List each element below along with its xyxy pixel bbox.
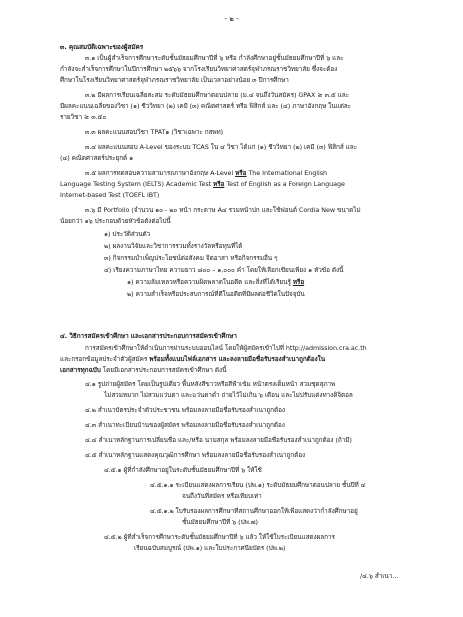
item-3-4-line-2: (๔) คณิตศาสตร์ประยุกต์ ๑ <box>60 154 134 162</box>
item-3-5-line-1 <box>85 169 327 177</box>
doc-4-1-line-1 <box>85 380 335 388</box>
section-4-intro-text-b: โดยมีเอกสารประกอบการสมัครเข้าศึกษา ดังนี้ <box>100 366 227 374</box>
item-3-6-line-2: น้อยกว่า ๑๖ ประกอบด้วยหัวข้อดังต่อไปนี้ <box>60 217 171 225</box>
doc-4-3-text: สำเนาทะเบียนบ้านของผู้สมัคร พร้อมลงลายมือชื่อรับรองสำเนาถูกต้อง <box>98 421 285 429</box>
item-3-5-text-d: Test of English as a Foreign Language <box>226 180 345 188</box>
doc-4-5-1: ๔.๕.๑ ผู้ที่กำลังศึกษาอยู่ในระดับชั้นมัธยมศึกษาปีที่ ๖ ให้ใช้ <box>104 466 262 474</box>
doc-4-5 <box>85 451 305 459</box>
doc-4-1-text: รูปถ่ายผู้สมัคร โดยเป็นรูปเดี่ยว พื้นหลังสีขาวหรือสีฟ้าเข้ม หน้าตรงเต็มหน้า สวมชุดสุภาพ <box>97 380 336 388</box>
doc-4-5-number: ๔.๕ <box>85 451 97 459</box>
doc-4-3-number: ๔.๓ <box>85 421 97 429</box>
doc-4-2-text: สำเนาบัตรประจำตัวประชาชน พร้อมลงลายมือชื่อรับรองสำเนาถูกต้อง <box>97 406 285 414</box>
essay-topic-or: หรือ <box>292 278 305 286</box>
section-4-intro-line-1: การสมัครเข้าศึกษาให้ดำเนินการผ่านระบบออนไลน์ โดยให้ผู้สมัครเข้าไปที่ http://admission.cra.ac.th <box>85 344 367 352</box>
doc-4-3 <box>85 421 285 429</box>
item-3-1-line-3: ศึกษาในโรงเรียนวิทยาศาสตร์จุฬาภรณราชวิทยาลัย เป็นเวลาอย่างน้อย ๓ ปีการศึกษา <box>60 76 289 84</box>
doc-4-2 <box>85 406 285 414</box>
item-3-5-line-2 <box>60 180 345 188</box>
portfolio-item-4: ๔) เรียงความภาษาไทย ความยาว ๘๐๐ – ๑,๐๐๐ คำ โดยให้เลือกเขียนเพียง ๑ หัวข้อ ดังนี้ <box>104 266 344 274</box>
essay-topic-1-text: ๑) ความล้มเหลวหรือความผิดพลาดในอดีต และสิ่งที่ได้เรียนรู้ <box>127 278 293 286</box>
item-3-3: ๓.๓ ผลคะแนนสอบวิชา TPAT๑ (วิชาเฉพาะ กสพท) <box>85 128 224 136</box>
section-3-heading: ๓. คุณสมบัติเฉพาะของผู้สมัคร <box>60 43 144 51</box>
item-3-5-text-a: ๓.๕ ผลการทดสอบความสามารถภาษาอังกฤษ A-Level <box>85 169 234 177</box>
item-3-5-text-b: The International English <box>248 169 328 177</box>
doc-4-2-number: ๔.๒ <box>85 406 96 414</box>
doc-4-5-2-line-1: ๔.๕.๒ ผู้ที่สำเร็จการศึกษาระดับชั้นมัธยมศึกษาปีที่ ๖ แล้ว ให้ใช้ใบระเบียนแสดงผลการ <box>104 533 335 541</box>
doc-4-5-1-1-line-1: ๔.๕.๑.๑ ระเบียนแสดงผลการเรียน (ปพ.๑) ระดับมัธยมศึกษาตอนปลาย ชั้นปีที่ ๔ <box>150 481 366 489</box>
section-4-intro-text-a: และกรอกข้อมูลประจำตัวผู้สมัคร <box>60 355 150 363</box>
section-4-intro-line-2 <box>60 355 325 363</box>
item-3-6-line-1: ๓.๖ มี Portfolio (จำนวน ๑๐ - ๒๐ หน้า กระดาษ A๔ รวมหน้าปก และใช้ฟอนต์ Cordia New ขนาดไม่ <box>85 206 361 214</box>
item-3-5-or-2: หรือ <box>213 180 225 188</box>
doc-4-1-line-2: ไม่สวมหมวก ไม่สวมแว่นตา และแว่นตาดำ ถ่ายไว้ไม่เกิน ๖ เดือน และไม่ปรับแต่งทางดิจิตอล <box>104 391 353 399</box>
doc-4-5-1-1-line-2: จนถึงวันที่สมัคร หรือเทียบเท่า <box>182 492 262 500</box>
portfolio-item-2: ๒) ผลงานวิจัยและวิชาการรวมทั้งรางวัลหรือทุนที่ได้ <box>104 242 243 250</box>
doc-4-4-number: ๔.๔ <box>85 436 97 444</box>
section-4-intro-bold-b: เอกสารทุกฉบับ <box>60 366 101 374</box>
section-4-heading: ๔. วิธีการสมัครเข้าศึกษา และเอกสารประกอบการสมัครเข้าศึกษา <box>60 332 237 340</box>
doc-4-4 <box>85 436 352 444</box>
item-3-2-line-2: มีผลคะแนนเฉลี่ยของวิชา (๑) ชีววิทยา (๒) เคมี (๓) คณิตศาสตร์ หรือ ฟิสิกส์ และ (๔) ภาษาอังกฤษ ในแต่ละ <box>60 102 352 110</box>
continuation-marker: /๔.๖ สำเนา... <box>360 572 399 580</box>
section-4-intro-line-3 <box>60 366 226 374</box>
doc-4-4-text: สำเนาหลักฐานการเปลี่ยนชื่อ และ/หรือ นามสกุล พร้อมลงลายมือชื่อรับรองสำเนาถูกต้อง (ถ้ามี) <box>98 436 352 444</box>
essay-topic-2: ๒) ความสำเร็จหรือประสบการณ์ที่ดีในอดีตที่มีผลต่อชีวิตในปัจจุบัน <box>127 290 305 298</box>
item-3-4-line-1: ๓.๔ ผลคะแนนสอบ A-Level ของระบบ TCAS ใน ๔ วิชา ได้แก่ (๑) ชีววิทยา (๒) เคมี (๓) ฟิสิกส์ และ <box>85 143 357 151</box>
doc-4-5-2-line-2: เรียนฉบับสมบูรณ์ (ปพ.๑) และใบประกาศนียบัตร (ปพ.๒) <box>134 544 286 552</box>
essay-topic-1 <box>127 278 304 286</box>
item-3-5-or-1: หรือ <box>235 169 247 177</box>
item-3-1-line-2: กำลังจะสำเร็จการศึกษาในปีการศึกษา ๒๕๖๖ จากโรงเรียนวิทยาศาสตร์จุฬาภรณราชวิทยาลัย ซึ่งจะต้อง <box>60 65 338 73</box>
item-3-2-line-1: ๓.๒ มีผลการเรียนเฉลี่ยสะสม ระดับมัธยมศึกษาตอนปลาย (ม.๔ จนถึงวันสมัคร) GPAX ≥ ๓.๕ และ <box>85 91 349 99</box>
doc-4-5-text: สำเนาหลักฐานแสดงคุณวุฒิการศึกษา พร้อมลงลายมือชื่อรับรองสำเนาถูกต้อง <box>98 451 306 459</box>
item-3-5-line-3: Internet-based Test (TOEFL iBT) <box>60 191 160 199</box>
doc-4-5-1-2-line-2: ชั้นมัธยมศึกษาปีที่ ๖ (ปพ.๗) <box>182 518 258 526</box>
doc-4-5-1-2-line-1: ๔.๕.๑.๒ ใบรับรองผลการศึกษาที่สถานศึกษาออกให้เพื่อแสดงว่ากำลังศึกษาอยู่ <box>150 507 358 515</box>
item-3-2-line-3: รายวิชา ≥ ๓.๕๐ <box>60 113 107 121</box>
section-4-intro-bold-a: พร้อมทั้งแนบไฟล์เอกสาร และลงลายมือชื่อรับรองสำเนาถูกต้องใน <box>149 355 326 363</box>
doc-4-1-number: ๔.๑ <box>85 380 96 388</box>
portfolio-item-1: ๑) ประวัติส่วนตัว <box>104 230 151 238</box>
item-3-5-text-c: Language Testing System (IELTS) Academic Test <box>60 180 214 188</box>
portfolio-item-3: ๓) กิจกรรมบำเพ็ญประโยชน์ต่อสังคม จิตอาสา หรือกิจกรรมอื่น ๆ <box>104 254 278 262</box>
page-number: - ๒ - <box>224 15 239 23</box>
item-3-1-line-1: ๓.๑ เป็นผู้สำเร็จการศึกษาระดับชั้นมัธยมศึกษาปีที่ ๖ หรือ กำลังศึกษาอยู่ชั้นมัธยมศึกษาปีที่ ๖ และ <box>85 54 344 62</box>
